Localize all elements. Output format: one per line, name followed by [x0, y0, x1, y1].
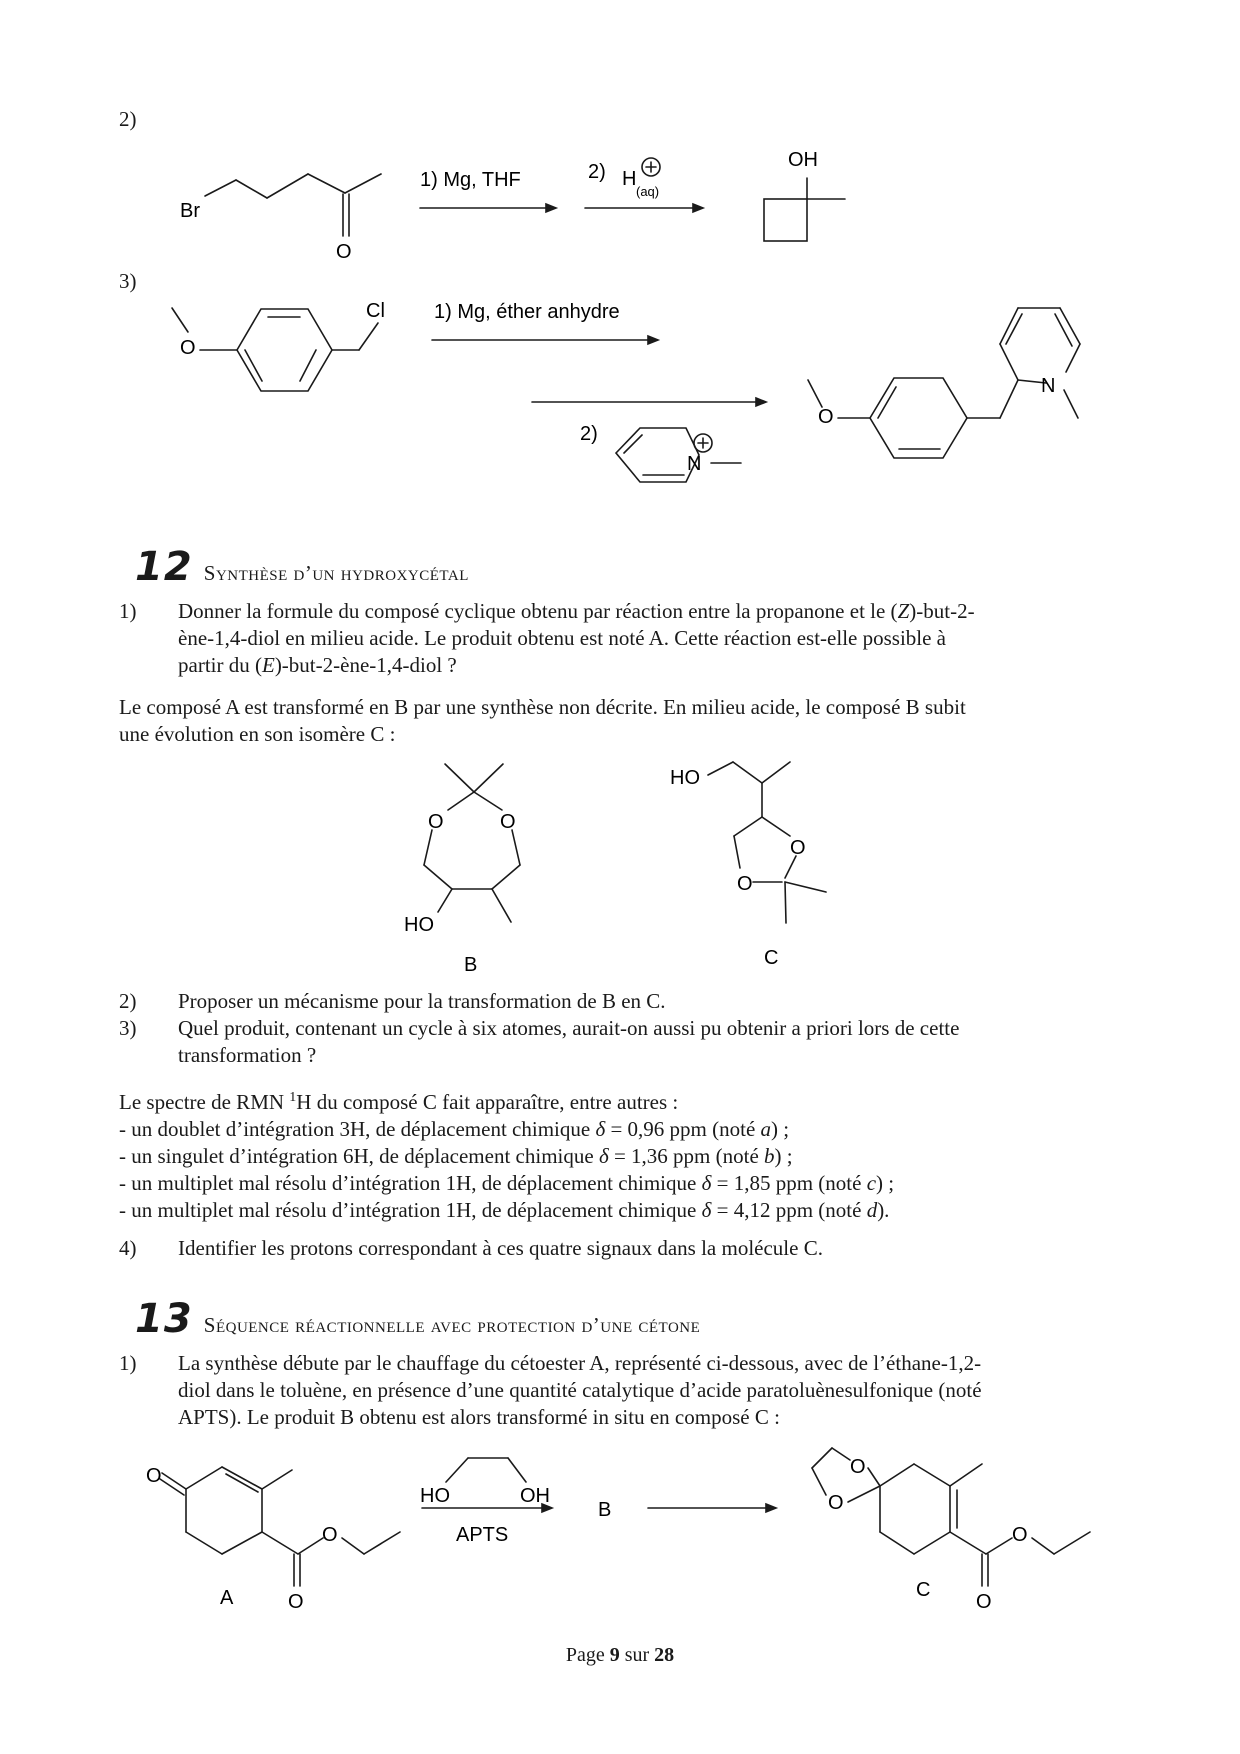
molecule-c-ketal-o2: O: [828, 1492, 844, 1514]
molecule-c-label: C: [764, 947, 779, 969]
molecule-c-ester-o: O: [1012, 1524, 1028, 1546]
pyridinium-n-label: N: [687, 453, 702, 475]
reactions-scheme: [0, 0, 1240, 540]
q3-number: 3): [119, 1016, 137, 1040]
diol-oh-label: OH: [520, 1485, 550, 1507]
ethanediol-structure: [446, 1458, 526, 1482]
q2-number: 2): [119, 989, 137, 1013]
product-methoxy-o-label: O: [818, 406, 834, 428]
br-atom-label: Br: [180, 200, 200, 222]
nmr-line-c: - un multiplet mal résolu d’intégration 1H, de déplacement chimique δ = 1,85 ppm (noté c) ;: [119, 1171, 895, 1195]
methylcyclobutanol-structure: [764, 178, 845, 241]
molecule-a-label: A: [220, 1587, 234, 1609]
molecule-a-structure: [160, 1467, 400, 1586]
bromopentanone-structure: [205, 154, 381, 236]
methylpyridinium-structure: [616, 428, 741, 482]
reaction-2-step2-sub: (aq): [636, 184, 660, 199]
diol-ho-label: HO: [420, 1485, 450, 1507]
ketone-o-label: O: [336, 241, 352, 263]
molecule-a-ketone-o: O: [146, 1465, 162, 1487]
methoxy-o-label: O: [180, 337, 196, 359]
nmr-line-b: - un singulet d’intégration 6H, de déplacement chimique δ = 1,36 ppm (noté b) ;: [119, 1144, 793, 1168]
section-12-heading: [135, 544, 469, 590]
q4-text: Identifier les protons correspondant à ces quatre signaux dans la molécule C.: [178, 1236, 823, 1260]
molecule-b-ho: HO: [404, 914, 434, 936]
section-13-heading: [135, 1296, 700, 1342]
reaction-2-step2-num: 2): [588, 161, 606, 183]
molecule-b-o2: O: [500, 811, 516, 833]
molecule-c-ketal-o1: O: [850, 1456, 866, 1478]
q3-text: Quel produit, contenant un cycle à six atomes, aurait-on aussi pu obtenir a priori lors de cette transformation ?: [178, 1016, 960, 1067]
methoxybenzyl-chloride-structure: [172, 308, 378, 391]
catalyst-label: APTS: [456, 1524, 509, 1546]
molecule-c-structure: [708, 762, 826, 923]
section-12-intro: Le composé A est transformé en B par une synthèse non décrite. En milieu acide, le composé B subit une évolution en son isomère C :: [119, 695, 966, 746]
product-n-label: N: [1041, 375, 1056, 397]
oh-label: OH: [788, 149, 818, 171]
molecule-c-carbonyl-o: O: [976, 1591, 992, 1613]
q1-13-text: La synthèse débute par le chauffage du cétoester A, représenté ci-dessous, avec de l’éthane-1,2- diol dans le toluène, en présence d’une quantité catalytique d’acide paratoluènesulfonique (noté APTS). Le produit B obtenu est alors transformé in situ en composé C :: [178, 1351, 982, 1429]
intermediate-b-label: B: [598, 1499, 612, 1521]
section-title: Séquence réactionnelle avec protection d’une cétone: [203, 1313, 701, 1337]
molecule-c-o1: O: [790, 837, 806, 859]
q4-number: 4): [119, 1236, 137, 1260]
molecules-b-c: [0, 740, 1240, 975]
section-13-scheme: [0, 1440, 1240, 1640]
reaction-3-step1-label: 1) Mg, éther anhydre: [434, 301, 620, 323]
molecule-b-structure: [424, 764, 520, 922]
molecule-c-ketal-label: C: [916, 1579, 931, 1601]
q2-text: Proposer un mécanisme pour la transformation de B en C.: [178, 989, 666, 1013]
reaction-3-step2-num: 2): [580, 423, 598, 445]
q1-number: 1): [119, 599, 137, 623]
nmr-block: Le spectre de RMN $^1$H du composé C fait apparaître, entre autres : - un doublet d’intégration 3H, de déplacement chimique δ = 0,96 ppm (noté a) ; - un singulet d’intégration 6H, de déplacement chimique δ = 1,36 ppm (noté b) ; - un multiplet mal résolu d’intégration 1H, de déplacement chimique δ = 1,85 ppm (noté c) ; - un multiplet mal résolu d’intégration 1H, de déplacement chimique δ = 4,12 ppm (noté d).: [119, 1084, 1129, 1224]
molecule-a-ester-o: O: [322, 1524, 338, 1546]
section-number: 12: [135, 544, 193, 590]
reaction-2-step1-label: 1) Mg, THF: [420, 169, 521, 191]
molecule-b-o1: O: [428, 811, 444, 833]
molecule-c-o2: O: [737, 873, 753, 895]
nmr-line-a: - un doublet d’intégration 3H, de déplacement chimique δ = 0,96 ppm (noté a) ;: [119, 1117, 790, 1141]
cl-atom-label: Cl: [366, 300, 385, 322]
molecule-b-label: B: [464, 954, 478, 975]
q1-text: Donner la formule du composé cyclique obtenu par réaction entre la propanone et le (Z)-but-2- ène-1,4-diol en milieu acide. Le produit obtenu est noté A. Cette réaction est-elle possible à partir du (E)-but-2-ène-1,4-diol ?: [178, 599, 975, 677]
reaction-2-number: 2): [119, 107, 137, 131]
page-footer: Page 9 sur 28: [565, 1644, 675, 1666]
molecule-a-carbonyl-o: O: [288, 1591, 304, 1613]
section-number: 13: [135, 1296, 193, 1342]
dihydropyridine-product-structure: [808, 308, 1080, 458]
q1-13-number: 1): [119, 1351, 137, 1375]
reaction-2-step2-reagent: H: [622, 168, 637, 190]
section-title: Synthèse d’un hydroxycétal: [203, 561, 469, 585]
reaction-3-number: 3): [119, 269, 137, 293]
molecule-c-ho: HO: [670, 767, 700, 789]
nmr-line-d: - un multiplet mal résolu d’intégration 1H, de déplacement chimique δ = 4,12 ppm (noté d).: [119, 1198, 890, 1222]
